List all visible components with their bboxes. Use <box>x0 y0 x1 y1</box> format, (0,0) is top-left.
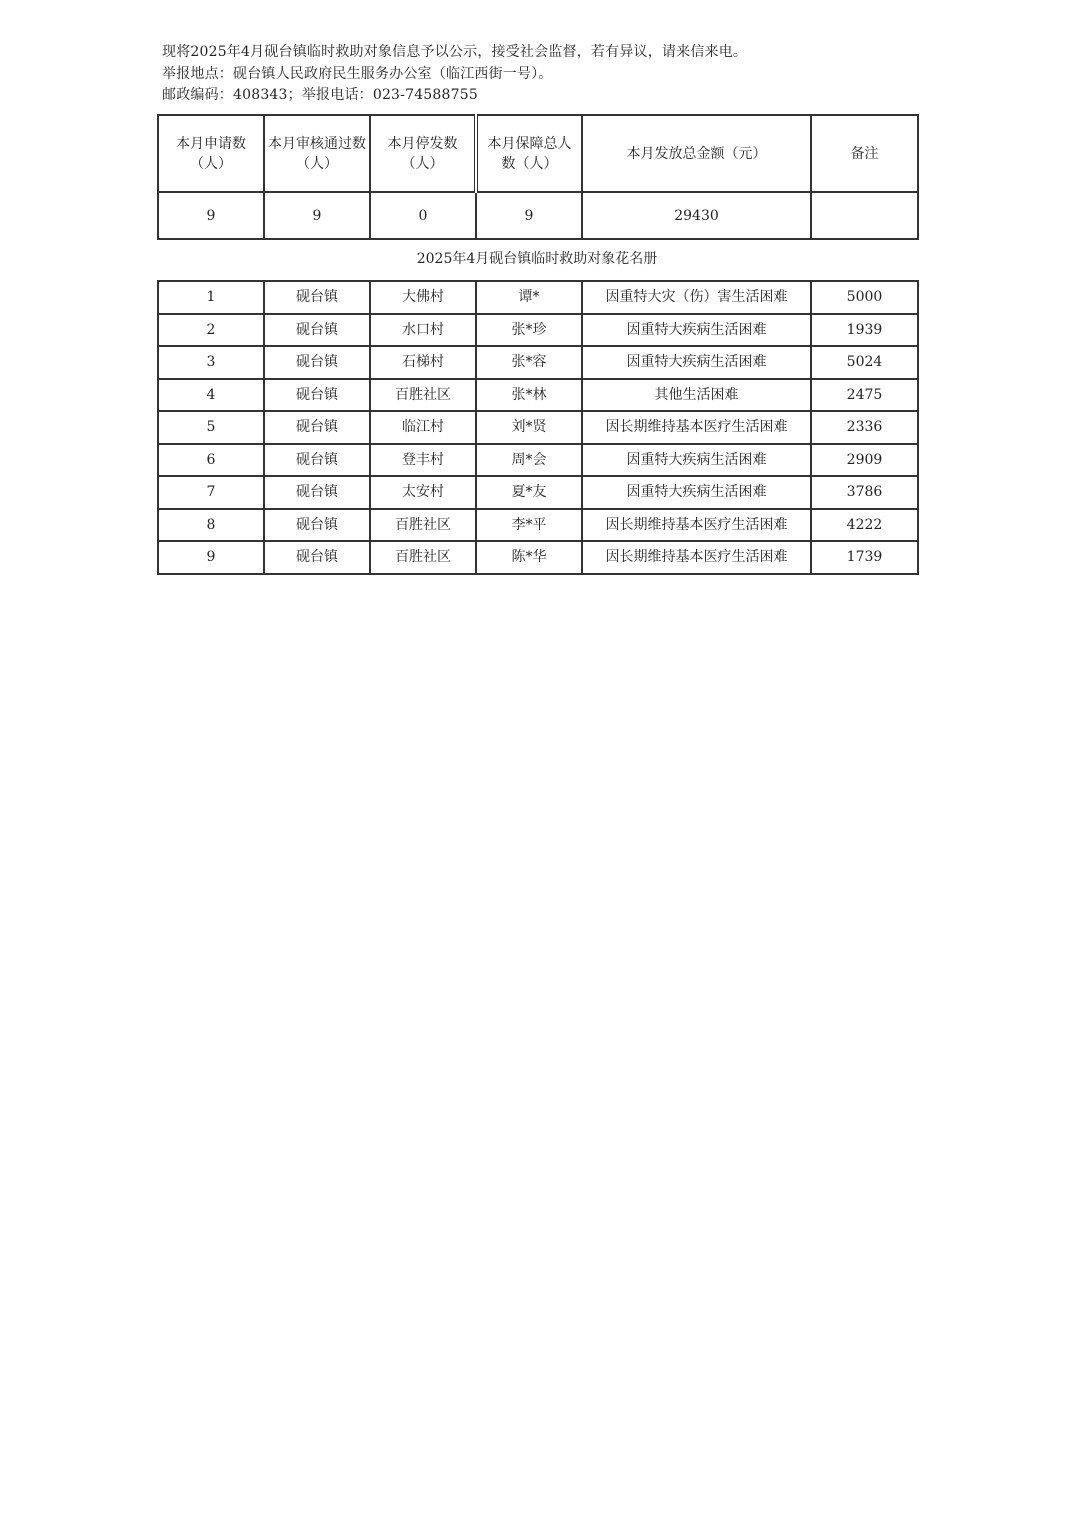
table-row <box>158 541 918 574</box>
row-name: 李*平 <box>476 509 582 542</box>
roster-body <box>158 281 918 574</box>
summary-value-approved: 9 <box>264 192 370 239</box>
row-town: 砚台镇 <box>264 476 370 509</box>
row-index: 3 <box>158 346 264 379</box>
row-reason: 因长期维持基本医疗生活困难 <box>582 541 811 574</box>
table-row <box>158 444 918 477</box>
row-village: 太安村 <box>370 476 476 509</box>
row-index: 8 <box>158 509 264 542</box>
row-index: 9 <box>158 541 264 574</box>
table-row <box>158 411 918 444</box>
row-village: 百胜社区 <box>370 541 476 574</box>
row-town: 砚台镇 <box>264 281 370 314</box>
row-reason: 因重特大疾病生活困难 <box>582 476 811 509</box>
row-village: 大佛村 <box>370 281 476 314</box>
summary-header-applications: 本月申请数（人） <box>158 115 264 192</box>
summary-value-applications: 9 <box>158 192 264 239</box>
row-reason: 因重特大疾病生活困难 <box>582 314 811 347</box>
notice-line-address: 举报地点：砚台镇人民政府民生服务办公室（临江西街一号）。 <box>162 65 553 82</box>
row-town: 砚台镇 <box>264 509 370 542</box>
summary-value-suspended: 0 <box>370 192 476 239</box>
summary-value-total-covered: 9 <box>476 192 582 239</box>
row-amount: 2475 <box>811 379 918 412</box>
summary-header-remarks: 备注 <box>811 115 918 192</box>
notice-line-announcement: 现将2025年4月砚台镇临时救助对象信息予以公示，接受社会监督，若有异议，请来信来电。 <box>162 44 748 60</box>
notice-line-contact: 邮政编码：408343；举报电话：023-74588755 <box>162 87 478 103</box>
row-reason: 因重特大灾（伤）害生活困难 <box>582 281 811 314</box>
row-village: 水口村 <box>370 314 476 347</box>
row-village: 百胜社区 <box>370 379 476 412</box>
row-reason: 因重特大疾病生活困难 <box>582 346 811 379</box>
row-index: 7 <box>158 476 264 509</box>
summary-header-row <box>158 115 918 192</box>
row-amount: 2336 <box>811 411 918 444</box>
row-index: 4 <box>158 379 264 412</box>
summary-table <box>157 114 919 240</box>
summary-value-row <box>158 192 918 239</box>
summary-value-remarks <box>811 192 918 239</box>
row-town: 砚台镇 <box>264 444 370 477</box>
notice-block <box>162 42 747 107</box>
row-index: 6 <box>158 444 264 477</box>
row-name: 张*容 <box>476 346 582 379</box>
row-amount: 3786 <box>811 476 918 509</box>
roster-table <box>157 280 919 575</box>
row-town: 砚台镇 <box>264 379 370 412</box>
row-amount: 2909 <box>811 444 918 477</box>
row-index: 1 <box>158 281 264 314</box>
row-town: 砚台镇 <box>264 346 370 379</box>
row-name: 刘*贤 <box>476 411 582 444</box>
summary-value-total-amount: 29430 <box>582 192 811 239</box>
row-index: 5 <box>158 411 264 444</box>
row-reason: 其他生活困难 <box>582 379 811 412</box>
table-row <box>158 314 918 347</box>
row-reason: 因重特大疾病生活困难 <box>582 444 811 477</box>
summary-header-total-covered: 本月保障总人数（人） <box>476 115 582 192</box>
table-row <box>158 476 918 509</box>
row-name: 谭* <box>476 281 582 314</box>
row-name: 周*会 <box>476 444 582 477</box>
row-town: 砚台镇 <box>264 314 370 347</box>
row-name: 夏*友 <box>476 476 582 509</box>
row-reason: 因长期维持基本医疗生活困难 <box>582 411 811 444</box>
row-town: 砚台镇 <box>264 411 370 444</box>
row-name: 张*林 <box>476 379 582 412</box>
table-row <box>158 281 918 314</box>
row-amount: 5024 <box>811 346 918 379</box>
table-row <box>158 379 918 412</box>
row-amount: 4222 <box>811 509 918 542</box>
roster-title: 2025年4月砚台镇临时救助对象花名册 <box>416 251 658 267</box>
summary-header-suspended: 本月停发数（人） <box>370 115 476 192</box>
row-village: 登丰村 <box>370 444 476 477</box>
summary-header-total-amount: 本月发放总金额（元） <box>582 115 811 192</box>
row-name: 陈*华 <box>476 541 582 574</box>
row-amount: 5000 <box>811 281 918 314</box>
table-row <box>158 509 918 542</box>
row-reason: 因长期维持基本医疗生活困难 <box>582 509 811 542</box>
summary-header-approved: 本月审核通过数（人） <box>264 115 370 192</box>
row-town: 砚台镇 <box>264 541 370 574</box>
row-village: 石梯村 <box>370 346 476 379</box>
row-name: 张*珍 <box>476 314 582 347</box>
row-index: 2 <box>158 314 264 347</box>
row-village: 临江村 <box>370 411 476 444</box>
row-amount: 1739 <box>811 541 918 574</box>
table-row <box>158 346 918 379</box>
row-amount: 1939 <box>811 314 918 347</box>
row-village: 百胜社区 <box>370 509 476 542</box>
